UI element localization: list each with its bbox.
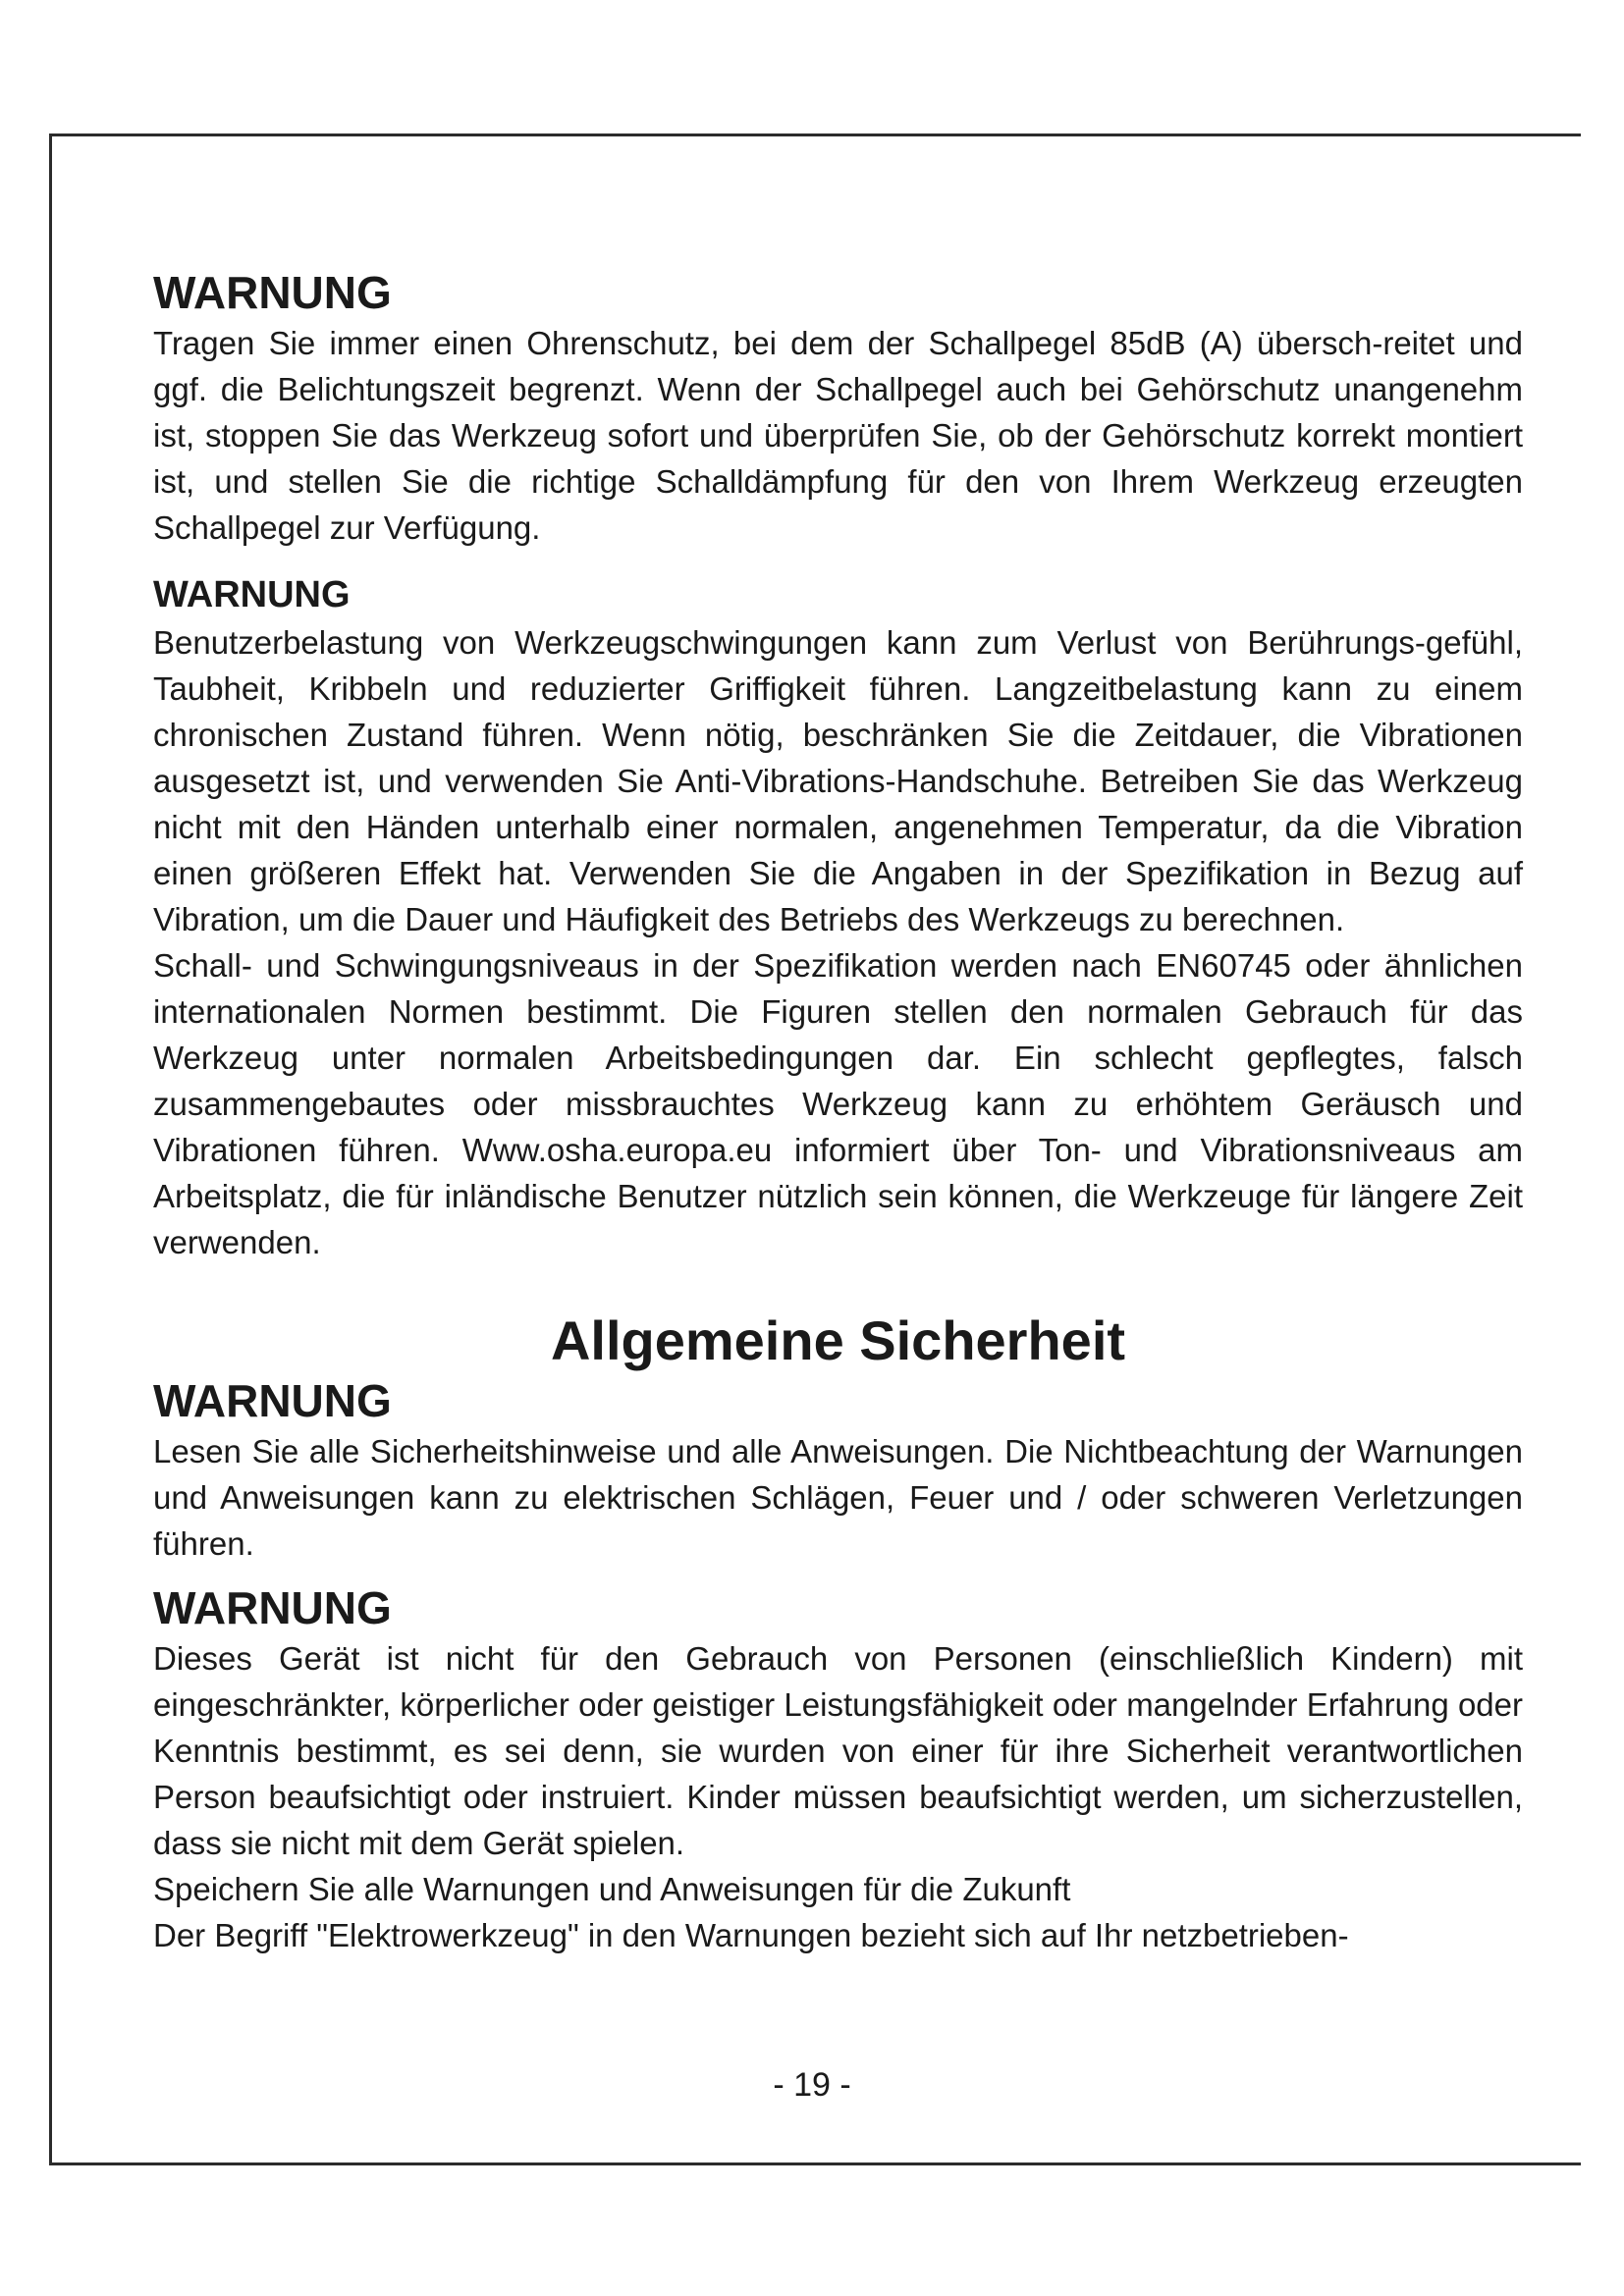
warning-heading-2: WARNUNG	[153, 574, 351, 615]
warning-heading-3: WARNUNG	[153, 1375, 392, 1426]
section-title: Allgemeine Sicherheit	[550, 1309, 1126, 1371]
warning-text-4c: Der Begriff "Elektrowerkzeug" in den Warnungen bezieht sich auf Ihr netzbetrieben-	[153, 1917, 1349, 1953]
warning-text-2: Benutzerbelastung von Werkzeugschwingungen kann zum Verlust von Berührungs-gefühl, Taubheit, Kribbeln und reduzierter Griffigkeit führen. Langzeitbelastung kann zu einem chronischen Zustand führen. Wenn nötig, beschränken Sie die Zeitdauer, die Vibrationen ausgesetzt ist, und verwenden Sie Anti-Vibrations-Handschuhe. Betreiben Sie das Werkzeug nicht mit den Händen unterhalb einer normalen, angenehmen Temperatur, da die Vibration einen größeren Effekt hat. Verwenden Sie die Angaben in der Spezifikation in Bezug auf Vibration, um die Dauer und Häufigkeit des Betriebs des Werkzeugs zu berechnen.	[153, 624, 1523, 937]
page-content	[153, 265, 1523, 1958]
warning-heading-1: WARNUNG	[153, 267, 392, 318]
warning-text-1: Tragen Sie immer einen Ohrenschutz, bei dem der Schallpegel 85dB (A) übersch-reitet und ggf. die Belichtungszeit begrenzt. Wenn der Schallpegel auch bei Gehörschutz unangenehm ist, stoppen Sie das Werkzeug sofort und überprüfen Sie, ob der Gehörschutz korrekt montiert ist, und stellen Sie die richtige Schalldämpfung für den von Ihrem Werkzeug erzeugten Schallpegel zur Verfügung.	[153, 325, 1523, 546]
warning-text-4b: Speichern Sie alle Warnungen und Anweisungen für die Zukunft	[153, 1871, 1071, 1907]
warning-heading-4: WARNUNG	[153, 1582, 392, 1633]
warning-text-3: Lesen Sie alle Sicherheitshinweise und alle Anweisungen. Die Nichtbeachtung der Warnungen und Anweisungen kann zu elektrischen Schlägen, Feuer und / oder schweren Verletzungen führen.	[153, 1433, 1523, 1562]
page-number: - 19 -	[773, 2066, 851, 2104]
warning-text-2b: Schall- und Schwingungsniveaus in der Spezifikation werden nach EN60745 oder ähnlichen internationalen Normen bestimmt. Die Figuren stellen den normalen Gebrauch für das Werkzeug unter normalen Arbeitsbedingungen dar. Ein schlecht gepflegtes, falsch zusammengebautes oder missbrauchtes Werkzeug kann zu erhöhtem Geräusch und Vibrationen führen. Www.osha.europa.eu informiert über Ton- und Vibrationsniveaus am Arbeitsplatz, die für inländische Benutzer nützlich sein können, die Werkzeuge für längere Zeit verwenden.	[153, 947, 1523, 1260]
warning-text-4: Dieses Gerät ist nicht für den Gebrauch von Personen (einschließlich Kindern) mit eingeschränkter, körperlicher oder geistiger Leistungsfähigkeit oder mangelnder Erfahrung oder Kenntnis bestimmt, es sei denn, sie wurden von einer für ihre Sicherheit verantwortlichen Person beaufsichtigt oder instruiert. Kinder müssen beaufsichtigt werden, um sicherzustellen, dass sie nicht mit dem Gerät spielen.	[153, 1640, 1523, 1861]
